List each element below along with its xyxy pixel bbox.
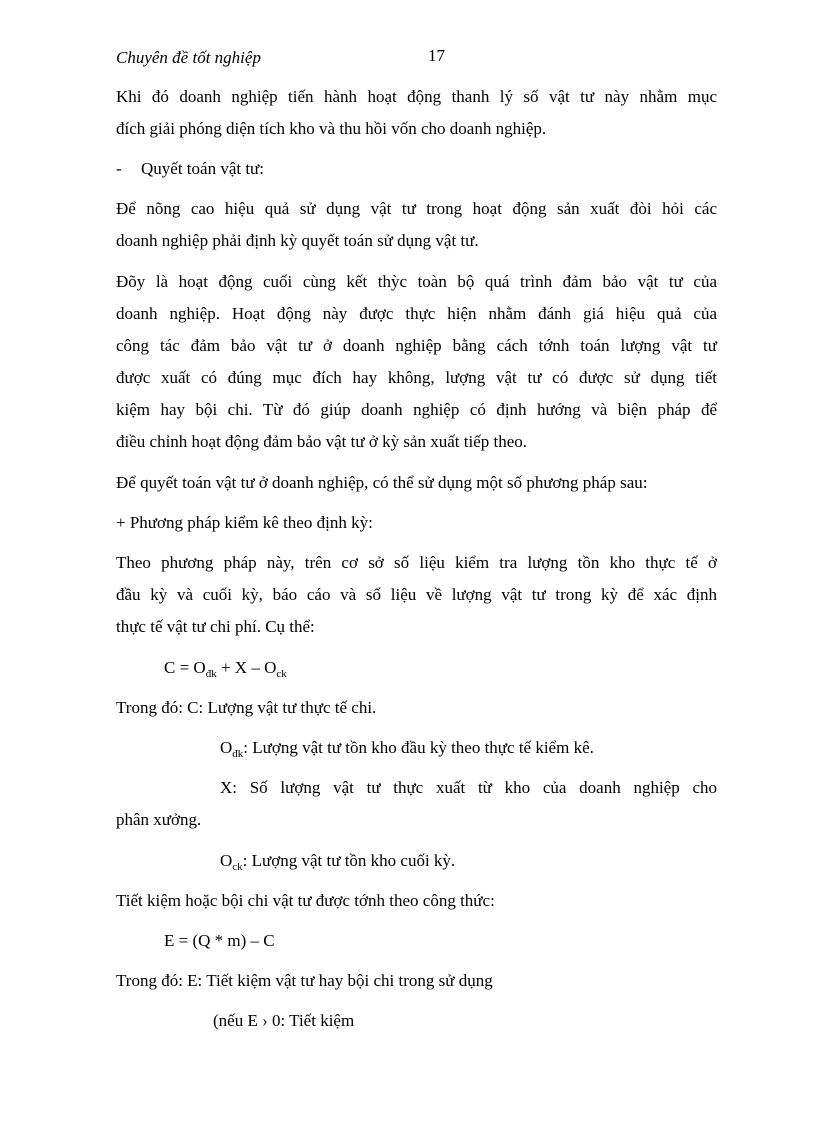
- definition-odk: $O_{đk}$: Lượng vật tư tồn kho đầu kỳ theo thực tế kiểm kê.: [220, 738, 594, 760]
- formula-c: $C = O_{đk} + X - O_{ck}$: [164, 658, 287, 680]
- paragraph-1-line-2: đích giải phóng diện tích kho và thu hồi vốn cho doanh nghiệp.: [116, 119, 547, 138]
- definition-x-line-1: X: Số lượng vật tư thực xuất từ kho của doanh nghiệp cho: [220, 778, 717, 797]
- method-heading: + Phương pháp kiểm kê theo định kỳ:: [116, 513, 373, 532]
- definition-e-condition: (nếu E › 0: Tiết kiệm: [213, 1011, 355, 1030]
- paragraph-2-line-2: doanh nghiệp phải định kỳ quyết toán sử dụng vật tư.: [116, 231, 479, 250]
- paragraph-2-line-1: Để nõng cao hiệu quả sử dụng vật tư trong hoạt động sản xuất đòi hỏi các: [116, 199, 717, 218]
- paragraph-3-line-4: được xuất có đúng mục đích hay không, lượng vật tư có được sử dụng tiết: [116, 368, 717, 387]
- paragraph-3-line-2: doanh nghiệp. Hoạt động này được thực hiện nhằm đánh giá hiệu quả của: [116, 304, 717, 323]
- paragraph-6-line-2: đầu kỳ và cuối kỳ, báo cáo và số liệu về lượng vật tư trong kỳ để xác định: [116, 585, 717, 604]
- definition-x-line-2: phân xưởng.: [116, 810, 202, 829]
- bullet-marker: -: [116, 159, 122, 178]
- definition-e: Trong đó: E: Tiết kiệm vật tư hay bội chi trong sử dụng: [116, 971, 493, 990]
- paragraph-1-line-1: Khi đó doanh nghiệp tiến hành hoạt động thanh lý số vật tư này nhằm mục: [116, 87, 717, 106]
- bullet-text: Quyết toán vật tư:: [141, 159, 264, 178]
- paragraph-7-line-1: Tiết kiệm hoặc bội chi vật tư được tớnh theo công thức:: [116, 891, 495, 910]
- paragraph-6-line-1: Theo phương pháp này, trên cơ sở số liệu kiểm tra lượng tồn kho thực tế ở: [116, 553, 717, 572]
- definition-c: Trong đó: C: Lượng vật tư thực tế chi.: [116, 698, 377, 717]
- paragraph-3-line-5: kiệm hay bội chi. Từ đó giúp doanh nghiệp có định hướng và biện pháp để: [116, 400, 717, 419]
- paragraph-3-line-1: Đõy là hoạt động cuối cùng kết thỳc toàn bộ quá trình đảm bảo vật tư của: [116, 272, 717, 291]
- paragraph-6-line-3: thực tế vật tư chi phí. Cụ thể:: [116, 617, 315, 636]
- paragraph-4-line-1: Để quyết toán vật tư ở doanh nghiệp, có thể sử dụng một số phương pháp sau:: [116, 473, 648, 492]
- page-number: 17: [428, 46, 445, 65]
- formula-e: E = (Q * m) – C: [164, 931, 275, 950]
- header-title: Chuyên đề tốt nghiệp: [116, 48, 261, 67]
- paragraph-3-line-6: điều chỉnh hoạt động đảm bảo vật tư ở kỳ sản xuất tiếp theo.: [116, 432, 528, 451]
- definition-ock: $O_{ck}$: Lượng vật tư tồn kho cuối kỳ.: [220, 851, 456, 873]
- paragraph-3-line-3: công tác đảm bảo vật tư ở doanh nghiệp bằng cách tớnh toán lượng vật tư: [116, 336, 717, 355]
